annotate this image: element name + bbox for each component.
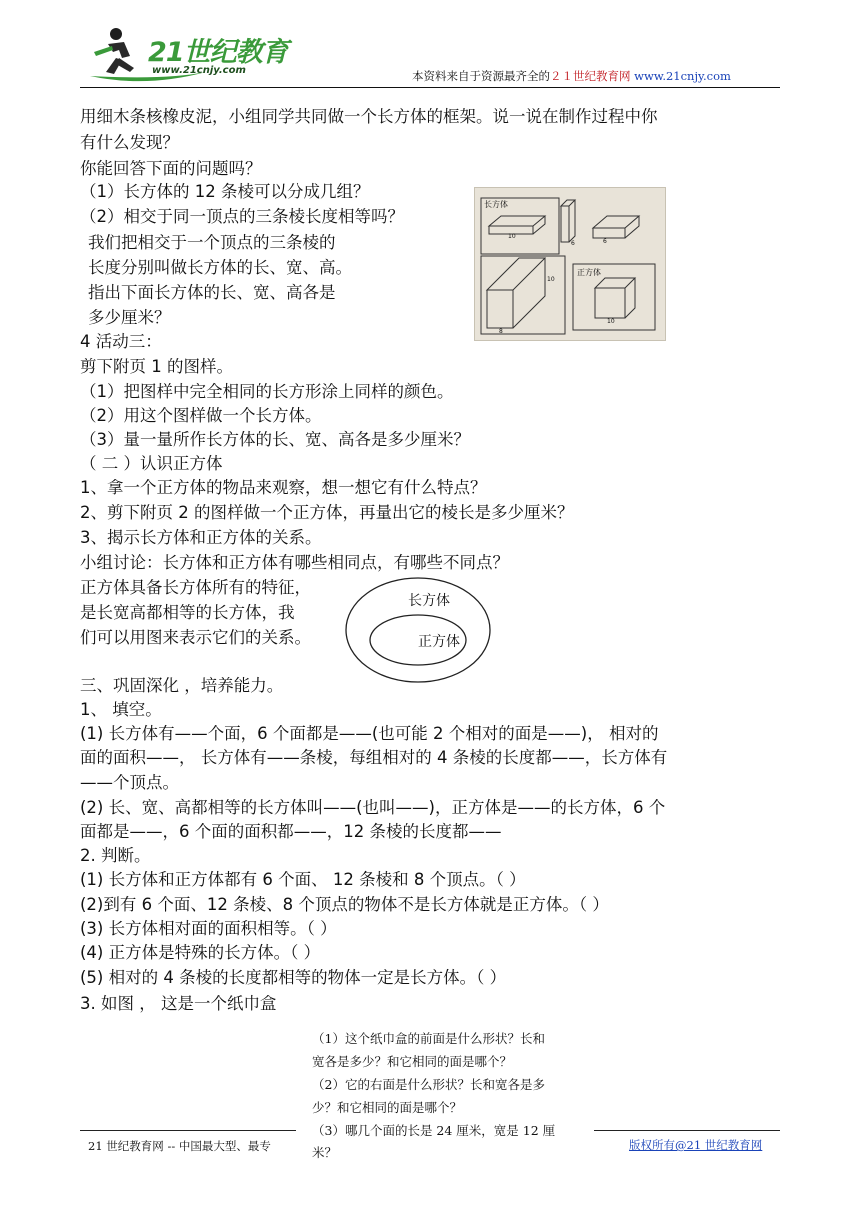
footer-right-link[interactable]: 版权所有@21 世纪教育网 <box>629 1138 763 1152</box>
body-line: (1) 长方体有——个面，6 个面都是——(也可能 2 个相对的面是——)， 相对的 <box>80 724 659 743</box>
body-line: 指出下面长方体的长、宽、高各是 <box>88 283 336 302</box>
body-line: 长度分别叫做长方体的长、宽、高。 <box>88 258 352 277</box>
body-line: (5) 相对的 4 条棱的长度都相等的物体一定是长方体。（ ） <box>80 968 507 987</box>
body-line: 3. 如图 ， 这是一个纸巾盒 <box>80 994 277 1013</box>
tissue-question: 米？ <box>312 1145 338 1160</box>
body-line: （3）量一量所作长方体的长、宽、高各是多少厘米？ <box>80 430 470 449</box>
venn-inner-label: 正方体 <box>418 634 460 650</box>
figure-dim: 6 <box>571 240 575 247</box>
tissue-question: （2）它的右面是什么形状？长和宽各是多 <box>312 1077 545 1092</box>
site-logo <box>86 22 286 88</box>
body-line: 小组讨论：长方体和正方体有哪些相同点，有哪些不同点？ <box>80 553 509 572</box>
header-note <box>412 68 731 84</box>
tissue-question: 宽各是多少？和它相同的面是哪个？ <box>312 1054 513 1069</box>
figure-dim: 6 <box>603 238 607 245</box>
body-line: （1）长方体的 12 条棱可以分成几组？ <box>80 182 370 201</box>
figure-dim: 10 <box>508 233 516 240</box>
header-rule <box>80 87 780 88</box>
logo-text: 21世纪教育 <box>148 37 288 68</box>
body-line: (1) 长方体和正方体都有 6 个面、 12 条棱和 8 个顶点。（ ） <box>80 870 526 889</box>
venn-outer-label: 长方体 <box>408 593 450 609</box>
body-line: （2）用这个图样做一个长方体。 <box>80 406 322 425</box>
tissue-question: （3）哪几个面的长是 24 厘米，宽是 12 厘 <box>312 1123 556 1138</box>
body-line: 1、 填空。 <box>80 700 162 719</box>
body-line: ——个顶点。 <box>80 773 179 792</box>
logo-url: www.21cnjy.com <box>152 65 246 76</box>
body-line: 4 活动三： <box>80 332 162 351</box>
body-line: （2）相交于同一顶点的三条棱长度相等吗？ <box>80 207 404 226</box>
body-line: 面的面积——， 长方体有——条棱，每组相对的 4 条棱的长度都——，长方体有 <box>80 748 668 767</box>
venn-diagram <box>344 576 492 684</box>
figure-label-cuboid: 长方体 <box>484 200 508 209</box>
figure-label-cube: 正方体 <box>577 268 601 277</box>
body-line: （1）把图样中完全相同的长方形涂上同样的颜色。 <box>80 382 454 401</box>
body-line: 1、拿一个正方体的物品来观察，想一想它有什么特点？ <box>80 478 487 497</box>
body-line: 面都是——，6 个面的面积都——，12 条棱的长度都—— <box>80 822 502 841</box>
footer-rule-left <box>80 1130 296 1131</box>
body-line: 是长宽高都相等的长方体，我 <box>80 603 295 622</box>
section-heading: （ 二 ）认识正方体 <box>80 454 223 473</box>
body-line: (2)到有 6 个面、12 条棱、8 个顶点的物体不是长方体就是正方体。（ ） <box>80 895 609 914</box>
body-line: 3、揭示长方体和正方体的关系。 <box>80 528 322 547</box>
cuboid-diagram-icon <box>475 188 665 340</box>
figure-dim: 10 <box>607 318 615 325</box>
body-line: 你能回答下面的问题吗？ <box>80 159 262 178</box>
body-line: (2) 长、宽、高都相等的长方体叫——(也叫——)，正方体是——的长方体，6 个 <box>80 798 666 817</box>
header-note-url[interactable]: www.21cnjy.com <box>634 69 731 83</box>
body-line: 我们把相交于一个顶点的三条棱的 <box>88 233 336 252</box>
body-line: 剪下附页 1 的图样。 <box>80 357 233 376</box>
footer-rule-right <box>594 1130 780 1131</box>
section-heading: 三、巩固深化 ，培养能力。 <box>80 676 284 695</box>
body-line: 用细木条核橡皮泥，小组同学共同做一个长方体的框架。说一说在制作过程中你 <box>80 107 658 126</box>
body-line: 2. 判断。 <box>80 846 151 865</box>
tissue-question: （1）这个纸巾盒的前面是什么形状？长和 <box>312 1031 545 1046</box>
body-line: 正方体具备长方体所有的特征， <box>80 578 311 597</box>
cuboid-figure <box>474 187 666 341</box>
body-line: (4) 正方体是特殊的长方体。（ ） <box>80 943 321 962</box>
figure-dim: 10 <box>547 276 555 283</box>
body-line: 多少厘米？ <box>88 308 171 327</box>
body-line: 2、剪下附页 2 的图样做一个正方体，再量出它的棱长是多少厘米？ <box>80 503 574 522</box>
body-line: 们可以用图来表示它们的关系。 <box>80 628 311 647</box>
figure-dim: 8 <box>499 328 503 335</box>
footer-left: 21 世纪教育网 -- 中国最大型、最专 <box>88 1139 271 1153</box>
body-line: 有什么发现？ <box>80 133 179 152</box>
tissue-question: 少？和它相同的面是哪个？ <box>312 1100 463 1115</box>
header-note-site[interactable]: ２１世纪教育网 <box>550 69 631 83</box>
header-note-prefix: 本资料来自于资源最齐全的 <box>412 69 550 83</box>
body-line: (3) 长方体相对面的面积相等。（ ） <box>80 919 337 938</box>
